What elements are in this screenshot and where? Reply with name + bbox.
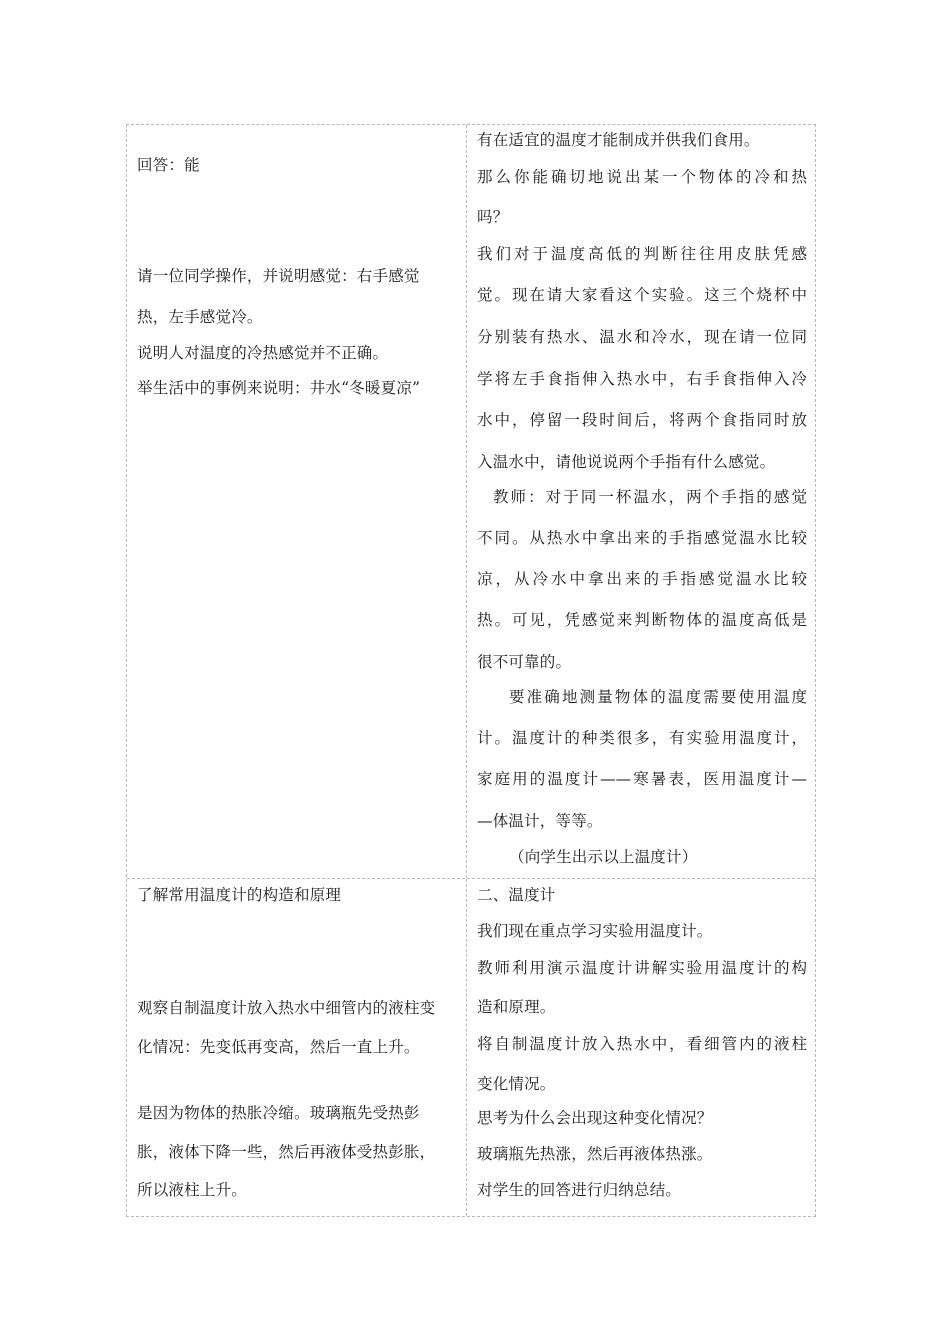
teacher-activity-cell [467,125,815,878]
text-line: —体温计，等等。 [477,812,603,830]
text-line: 那么你能确切地说出某一个物体的冷和热 [477,168,807,186]
text-line: 所以液柱上升。 [137,1181,247,1199]
text-line: 凉，从冷水中拿出来的手指感觉温水比较 [477,570,807,588]
text-line: 将自制温度计放入热水中，看细管内的液柱 [477,1035,807,1053]
teacher-activity-cell [467,879,815,1216]
text-line: 化情况：先变低再变高，然后一直上升。 [137,1038,420,1056]
student-activity-cell [127,879,467,1216]
text-line: 教师：对于同一杯温水，两个手指的感觉 [493,488,807,506]
text-line: 热。可见，凭感觉来判断物体的温度高低是 [477,611,807,629]
text-line: 我们现在重点学习实验用温度计。 [477,922,713,940]
text-line: 观察自制温度计放入热水中细管内的液柱变 [137,999,436,1017]
text-line: 家庭用的温度计——寒暑表，医用温度计— [477,770,807,788]
text-line: 教师利用演示温度计讲解实验用温度计的构 [477,959,807,977]
table-row [127,878,815,1216]
text-line: 变化情况。 [477,1075,556,1093]
text-line: 我们对于温度高低的判断往往用皮肤凭感 [477,245,807,263]
text-line: 是因为物体的热胀冷缩。玻璃瓶先受热彭 [137,1104,420,1122]
text-line: 觉。现在请大家看这个实验。这三个烧杯中 [477,286,807,304]
text-line: 举生活中的事例来说明：井水“冬暖夏凉” [137,379,421,397]
text-line: 计。温度计的种类很多，有实验用温度计， [477,729,807,747]
text-line: 学将左手食指伸入热水中，右手食指伸入冷 [477,370,807,388]
lesson-table [126,124,816,1217]
text-line: 了解常用温度计的构造和原理 [137,886,342,904]
text-line: 思考为什么会出现这种变化情况？ [477,1109,713,1127]
text-line: 胀，液体下降一些，然后再液体受热彭胀， [137,1143,436,1161]
text-line: 很不可靠的。 [477,653,572,671]
text-line: 回答：能 [137,156,200,174]
text-line: 要准确地测量物体的温度需要使用温度 [509,688,807,706]
text-line: 热，左手感觉冷。 [137,308,263,326]
table-row [127,125,815,878]
text-line: 入温水中，请他说说两个手指有什么感觉。 [477,453,776,471]
text-line: 不同。从热水中拿出来的手指感觉温水比较 [477,529,807,547]
text-line: 请一位同学操作，并说明感觉：右手感觉 [137,267,420,285]
text-line: 玻璃瓶先热涨，然后再液体热涨。 [477,1145,713,1163]
text-line: 水中，停留一段时间后，将两个食指同时放 [477,411,807,429]
text-line: 对学生的回答进行归纳总结。 [477,1181,682,1199]
student-activity-cell [127,125,467,878]
text-line: 造和原理。 [477,998,556,1016]
section-heading: 二、温度计 [477,886,556,904]
text-line: 分别装有热水、温水和冷水，现在请一位同 [477,328,807,346]
text-line: 有在适宜的温度才能制成并供我们食用。 [477,131,760,149]
text-line: 吗？ [477,208,509,226]
text-line: （向学生出示以上温度计） [509,848,698,866]
text-line: 说明人对温度的冷热感觉并不正确。 [137,344,389,362]
